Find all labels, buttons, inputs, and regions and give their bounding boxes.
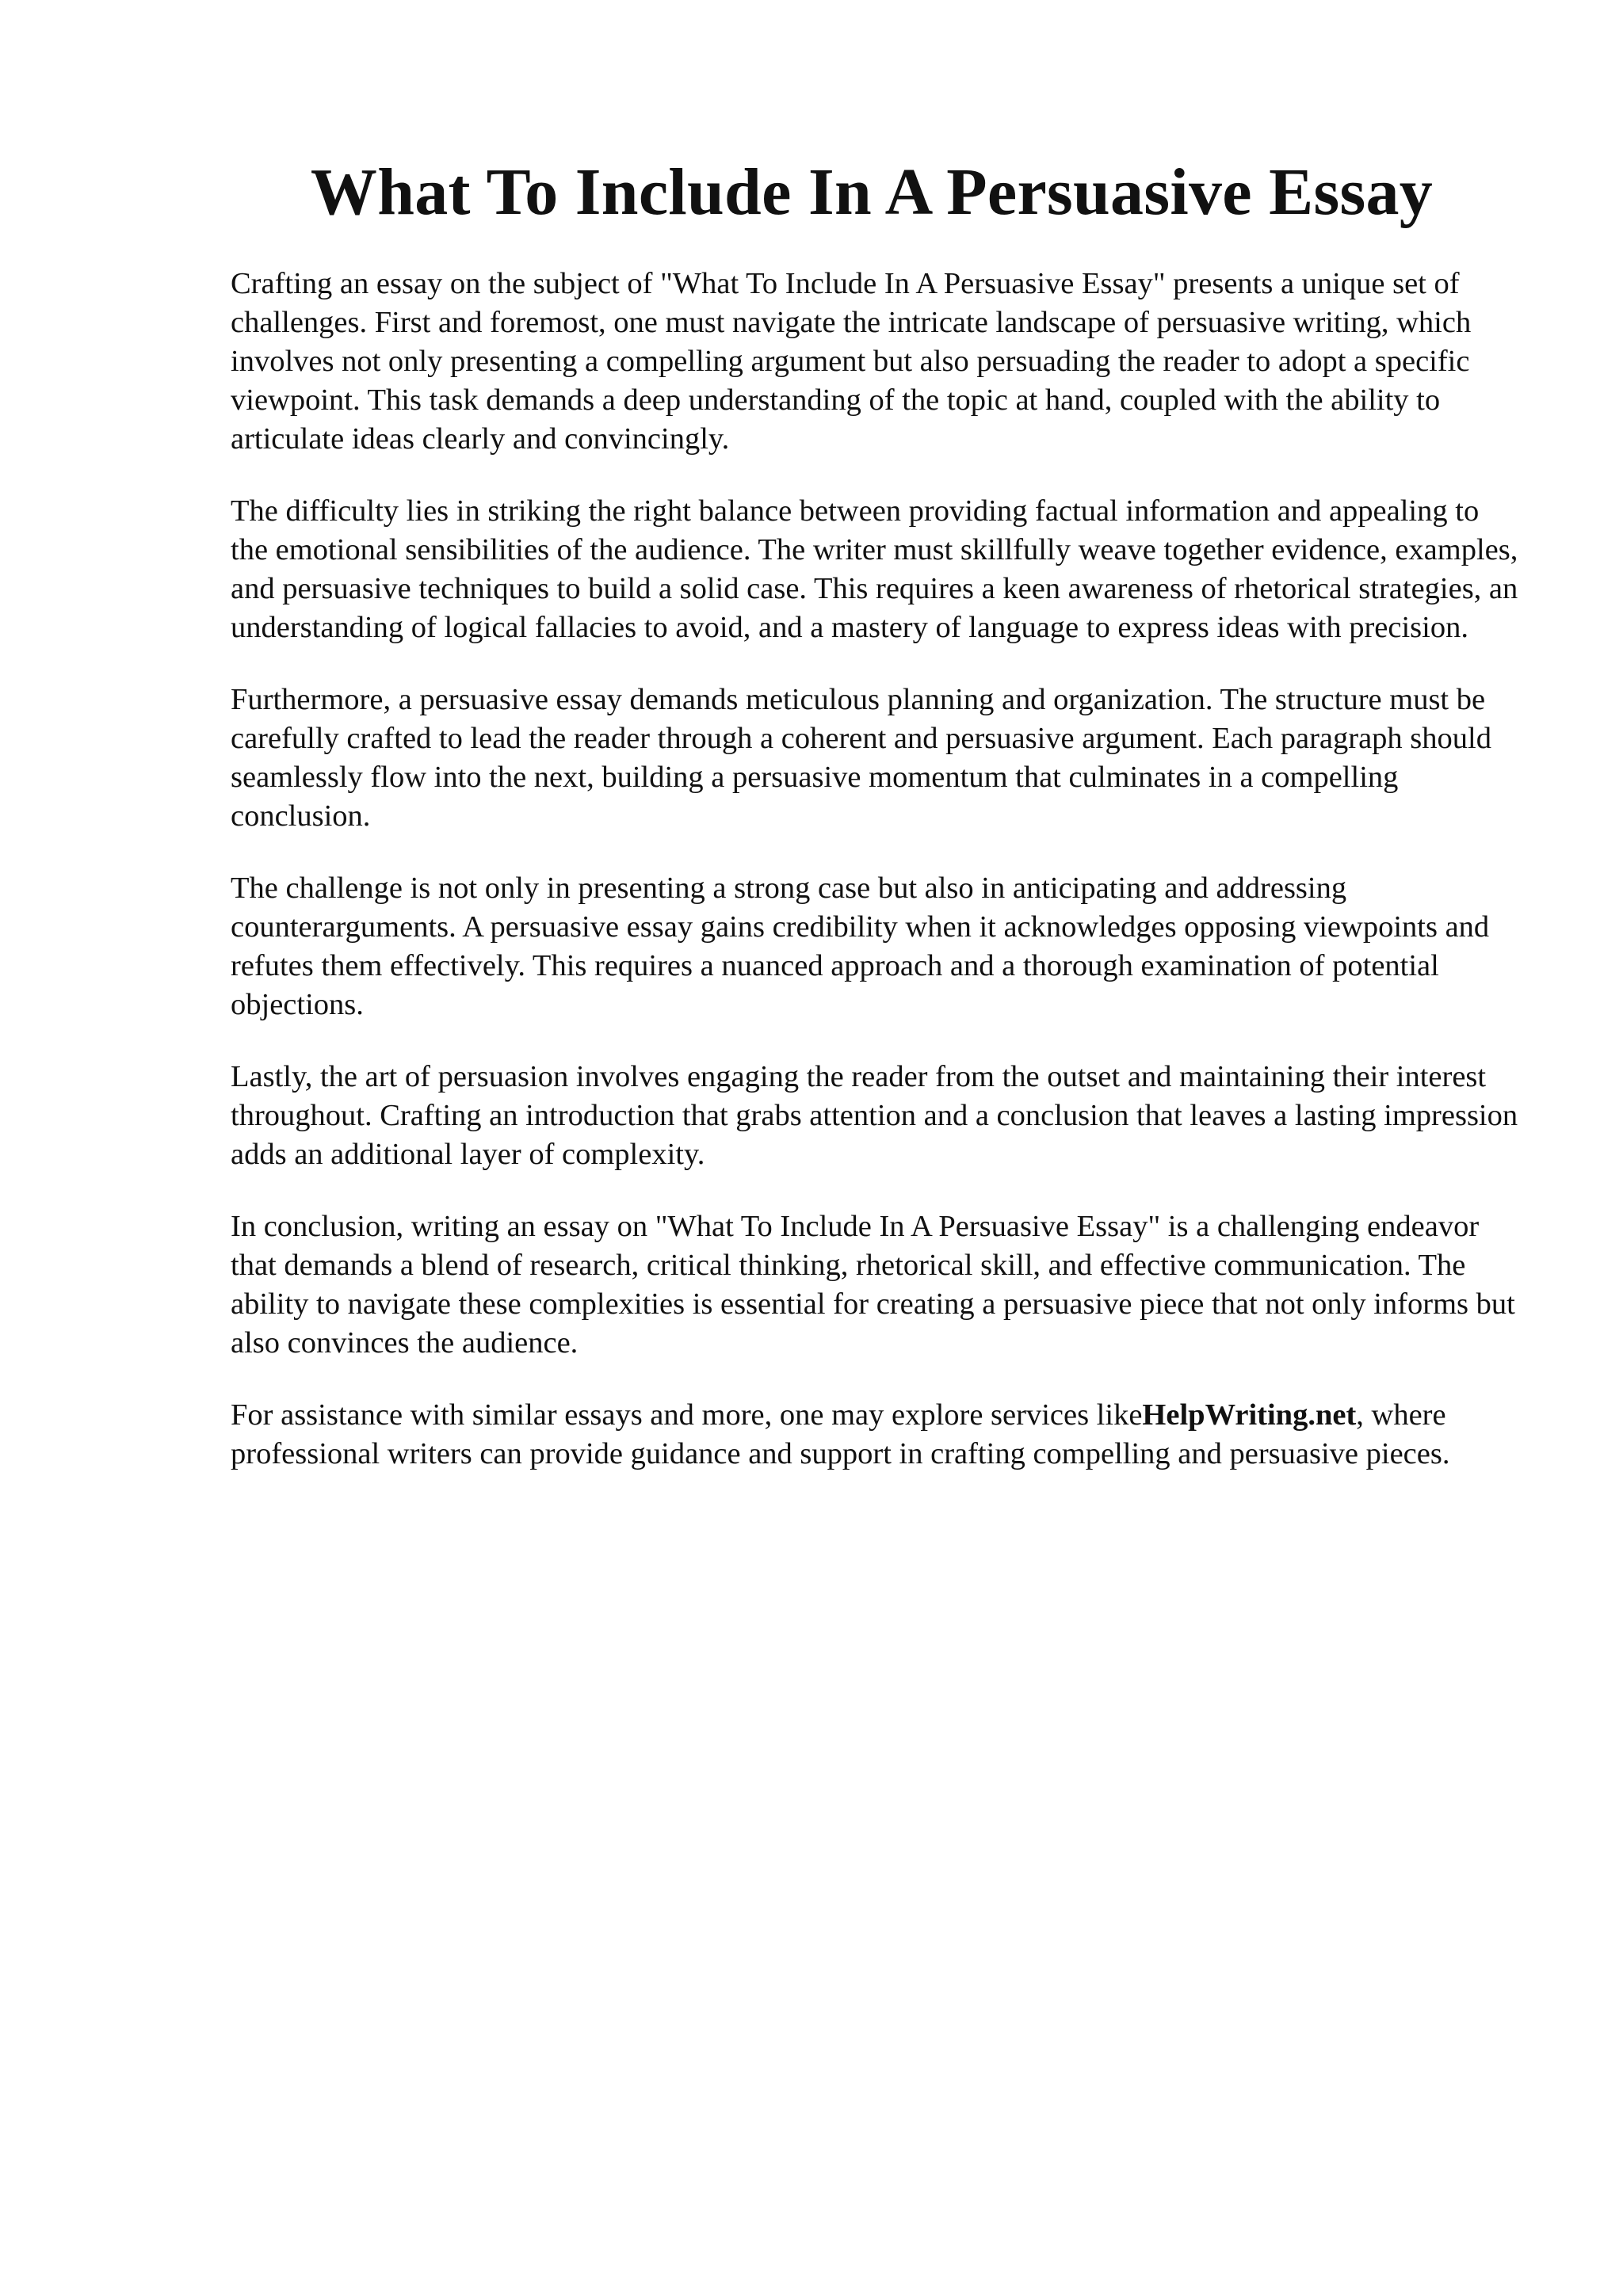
paragraph-2: The difficulty lies in striking the right balance between providing factual information and appealing to the emotional sensibilities of the audience. The writer must skillfully weave together evidence, examples, and persuasive techniques to build a solid case. This requires a keen awareness of rhetorical strategies, an understanding of logical fallacies to avoid, and a mastery of language to express ideas with precision.: [231, 494, 1518, 644]
paragraph-5: Lastly, the art of persuasion involves engaging the reader from the outset and maintaining their interest throughout. Crafting an introduction that grabs attention and a conclusion that leaves a lasting impression adds an additional layer of complexity.: [231, 1060, 1518, 1171]
closing-text-before-link: For assistance with similar essays and more, one may explore services like: [231, 1398, 1143, 1432]
paragraph-6: In conclusion, writing an essay on "What To Include In A Persuasive Essay" is a challenging endeavor that demands a blend of research, critical thinking, rhetorical skill, and effective communication. The ability to navigate these complexities is essential for creating a persuasive piece that not only informs but also convinces the audience.: [231, 1210, 1515, 1360]
essay-body: [231, 265, 1522, 1507]
page-title: What To Include In A Persuasive Essay: [310, 155, 1434, 229]
paragraph-4: The challenge is not only in presenting a strong case but also in anticipating and addressing counterarguments. A persuasive essay gains credibility when it acknowledges opposing viewpoints and refutes them effectively. This requires a nuanced approach and a thorough examination of potential objections.: [231, 871, 1490, 1021]
closing-paragraph: [231, 1396, 1522, 1474]
helpwriting-link[interactable]: HelpWriting.net: [1142, 1398, 1357, 1432]
closing-text-after-link: , where professional writers can provide guidance and support in crafting compelling and persuasive pieces.: [231, 1398, 1450, 1470]
paragraph-3: Furthermore, a persuasive essay demands meticulous planning and organization. The structure must be carefully crafted to lead the reader through a coherent and persuasive argument. Each paragraph should seamlessly flow into the next, building a persuasive momentum that culminates in a compelling conclusion.: [231, 683, 1491, 833]
paragraph-1: Crafting an essay on the subject of "What To Include In A Persuasive Essay" presents a unique set of challenges. First and foremost, one must navigate the intricate landscape of persuasive writing, which involves not only presenting a compelling argument but also persuading the reader to adopt a specific viewpoint. This task demands a deep understanding of the topic at hand, coupled with the ability to articulate ideas clearly and convincingly.: [231, 267, 1472, 456]
